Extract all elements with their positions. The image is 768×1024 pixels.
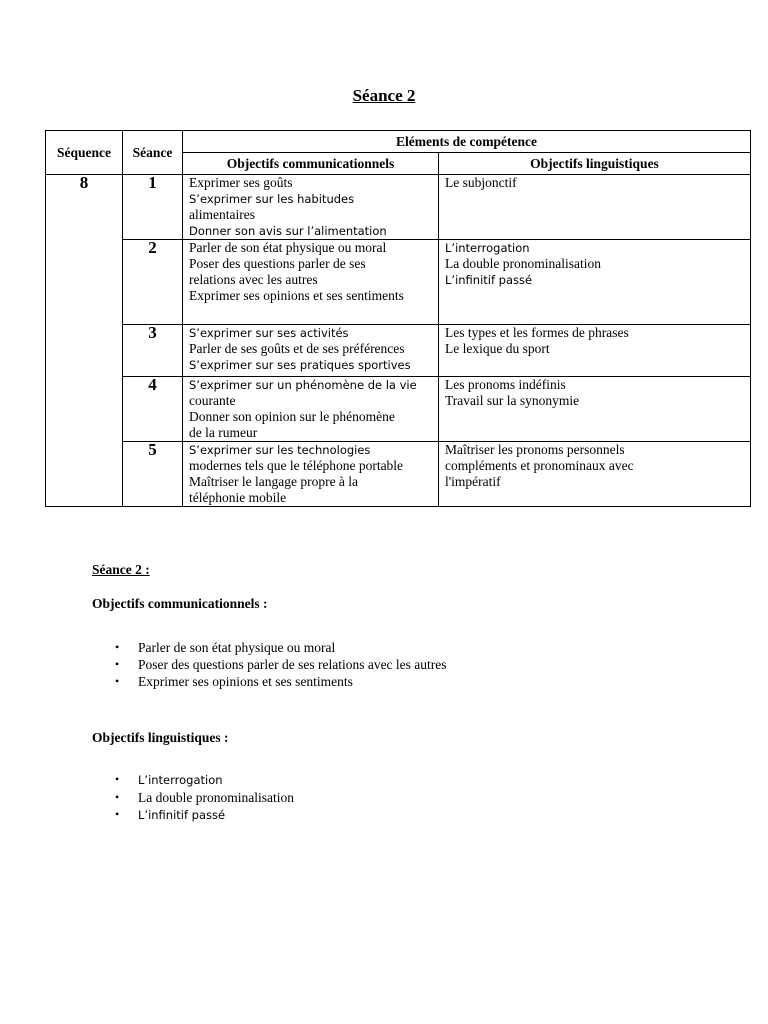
comm-line: Poser des questions parler de ses (189, 256, 366, 271)
header-seance: Séance (123, 131, 183, 175)
ling-line: Le lexique du sport (445, 341, 550, 356)
list-item-text: L’interrogation (138, 773, 223, 787)
ling-objectives-cell (439, 442, 751, 507)
comm-line: Exprimer ses opinions et ses sentiments (189, 288, 404, 303)
comm-line: courante (189, 393, 236, 408)
table-row (46, 377, 751, 442)
comm-objectives-cell (183, 442, 439, 507)
list-item: • Poser des questions parler de ses relations avec les autres (138, 656, 447, 673)
ling-objectives-cell (439, 325, 751, 377)
list-item (138, 806, 294, 824)
header-sequence: Séquence (46, 131, 123, 175)
table-row (46, 175, 751, 240)
comm-line: de la rumeur (189, 425, 258, 440)
header-linguistic: Objectifs linguistiques (439, 153, 751, 175)
seance-number: 3 (123, 325, 183, 377)
ling-objectives-cell (439, 175, 751, 240)
list-item-text: L’infinitif passé (138, 808, 226, 822)
schedule-table (45, 130, 751, 507)
comm-line: Maîtriser le langage propre à la (189, 474, 359, 489)
comm-line: Donner son opinion sur le phénomène (189, 409, 395, 424)
comm-objectives-cell (183, 377, 439, 442)
comm-line: téléphonie mobile (189, 490, 287, 505)
ling-objectives-list (92, 771, 294, 824)
ling-line: Maîtriser les pronoms personnels (445, 442, 625, 457)
table-header-row (46, 131, 751, 153)
header-elements: Eléments de compétence (183, 131, 751, 153)
ling-line: L’infinitif passé (445, 273, 533, 287)
ling-line: compléments et pronominaux avec (445, 458, 634, 473)
comm-objectives-cell (183, 240, 439, 325)
table-row (46, 442, 751, 507)
seance-number: 2 (123, 240, 183, 325)
comm-line: Parler de ses goûts et de ses préférences (189, 341, 405, 356)
list-item: • Exprimer ses opinions et ses sentiments (138, 673, 447, 690)
comm-objectives-list (92, 639, 447, 690)
ling-objectives-cell (439, 377, 751, 442)
comm-line: S’exprimer sur ses activités (189, 326, 349, 340)
table-row (46, 240, 751, 325)
sequence-number: 8 (46, 175, 123, 507)
seance-number: 1 (123, 175, 183, 240)
ling-line: Les pronoms indéfinis (445, 377, 566, 392)
page-title: Séance 2 (352, 86, 416, 105)
comm-line: Exprimer ses goûts (189, 175, 293, 190)
ling-line: Travail sur la synonymie (445, 393, 580, 408)
comm-objectives-heading: Objectifs communicationnels : (92, 596, 268, 611)
ling-objectives-heading: Objectifs linguistiques : (92, 730, 229, 745)
ling-line: La double pronominalisation (445, 256, 601, 271)
comm-line: relations avec les autres (189, 272, 318, 287)
comm-line: S’exprimer sur ses pratiques sportives (189, 358, 411, 372)
list-item: • Parler de son état physique ou moral (138, 639, 447, 656)
ling-line: l'impératif (445, 474, 501, 489)
seance-number: 4 (123, 377, 183, 442)
comm-line: S’exprimer sur un phénomène de la vie (189, 378, 417, 392)
comm-line: Donner son avis sur l’alimentation (189, 224, 387, 238)
comm-line: S’exprimer sur les habitudes (189, 192, 355, 206)
comm-line: alimentaires (189, 207, 255, 222)
section-heading: Séance 2 : (92, 562, 150, 577)
comm-line: Parler de son état physique ou moral (189, 240, 387, 255)
comm-objectives-cell (183, 175, 439, 240)
list-item: • La double pronominalisation (138, 789, 294, 806)
comm-line: modernes tels que le téléphone portable (189, 458, 404, 473)
comm-line: S’exprimer sur les technologies (189, 443, 371, 457)
ling-line: Le subjonctif (445, 175, 517, 190)
ling-line: Les types et les formes de phrases (445, 325, 629, 340)
ling-line: L’interrogation (445, 241, 530, 255)
list-item (138, 771, 294, 789)
comm-objectives-cell (183, 325, 439, 377)
header-communicational: Objectifs communicationnels (183, 153, 439, 175)
table-row (46, 325, 751, 377)
seance-number: 5 (123, 442, 183, 507)
ling-objectives-cell (439, 240, 751, 325)
